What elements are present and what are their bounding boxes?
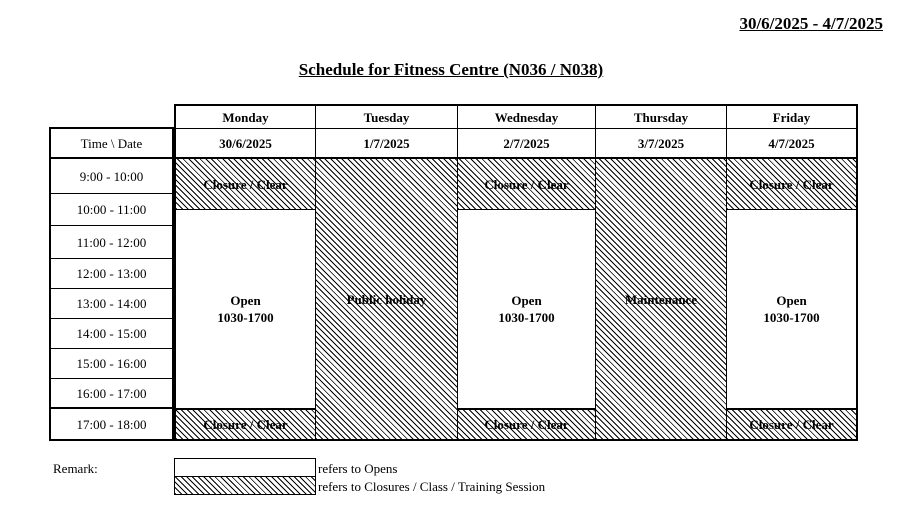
open-hours: 1030-1700: [217, 310, 274, 325]
thursday-maintenance: Maintenance: [595, 158, 727, 441]
remark-label: Remark:: [53, 461, 98, 476]
date-header-friday: 4/7/2025: [726, 128, 858, 159]
date-header-tuesday: 1/7/2025: [315, 128, 458, 159]
legend-closure-swatch: [174, 476, 316, 495]
tuesday-public-holiday: Public holiday: [315, 158, 458, 441]
wednesday-closure-evening: Closure / Clear: [457, 408, 596, 441]
monday-closure-evening: Closure / Clear: [174, 408, 316, 441]
day-header-wednesday: Wednesday: [457, 104, 596, 129]
monday-closure-morning: Closure / Clear: [174, 158, 316, 210]
day-header-friday: Friday: [726, 104, 858, 129]
day-header-thursday: Thursday: [595, 104, 727, 129]
legend-open-swatch: [174, 458, 316, 477]
time-slot: 15:00 - 16:00: [51, 349, 172, 379]
time-slot: 10:00 - 11:00: [51, 194, 172, 226]
day-header-monday: Monday: [174, 104, 316, 129]
time-slot: 13:00 - 14:00: [51, 289, 172, 319]
date-range: 30/6/2025 - 4/7/2025: [739, 14, 883, 33]
time-slot: 16:00 - 17:00: [51, 379, 172, 409]
date-header-thursday: 3/7/2025: [595, 128, 727, 159]
open-hours: 1030-1700: [763, 310, 820, 325]
friday-open-block: [726, 209, 858, 409]
time-slot: 14:00 - 15:00: [51, 319, 172, 349]
open-label: Open: [776, 293, 807, 308]
open-hours: 1030-1700: [498, 310, 555, 325]
time-slot: 11:00 - 12:00: [51, 226, 172, 259]
page-title: Schedule for Fitness Centre (N036 / N038): [298, 60, 604, 79]
day-header-tuesday: Tuesday: [315, 104, 458, 129]
legend-open-text: refers to Opens: [318, 461, 398, 476]
date-header-monday: 30/6/2025: [174, 128, 316, 159]
monday-open-block: [174, 209, 316, 409]
time-slot: 12:00 - 13:00: [51, 259, 172, 289]
open-label: Open: [230, 293, 261, 308]
wednesday-closure-morning: Closure / Clear: [457, 158, 596, 210]
friday-closure-morning: Closure / Clear: [726, 158, 858, 210]
time-slot: 17:00 - 18:00: [76, 416, 147, 432]
open-label: Open: [511, 293, 542, 308]
legend-closure-text: refers to Closures / Class / Training Session: [318, 479, 546, 494]
time-date-label: Time \ Date: [51, 129, 172, 159]
date-header-wednesday: 2/7/2025: [457, 128, 596, 159]
wednesday-open-block: [457, 209, 596, 409]
time-slot: 9:00 - 10:00: [51, 159, 172, 194]
friday-closure-evening: Closure / Clear: [726, 408, 858, 441]
